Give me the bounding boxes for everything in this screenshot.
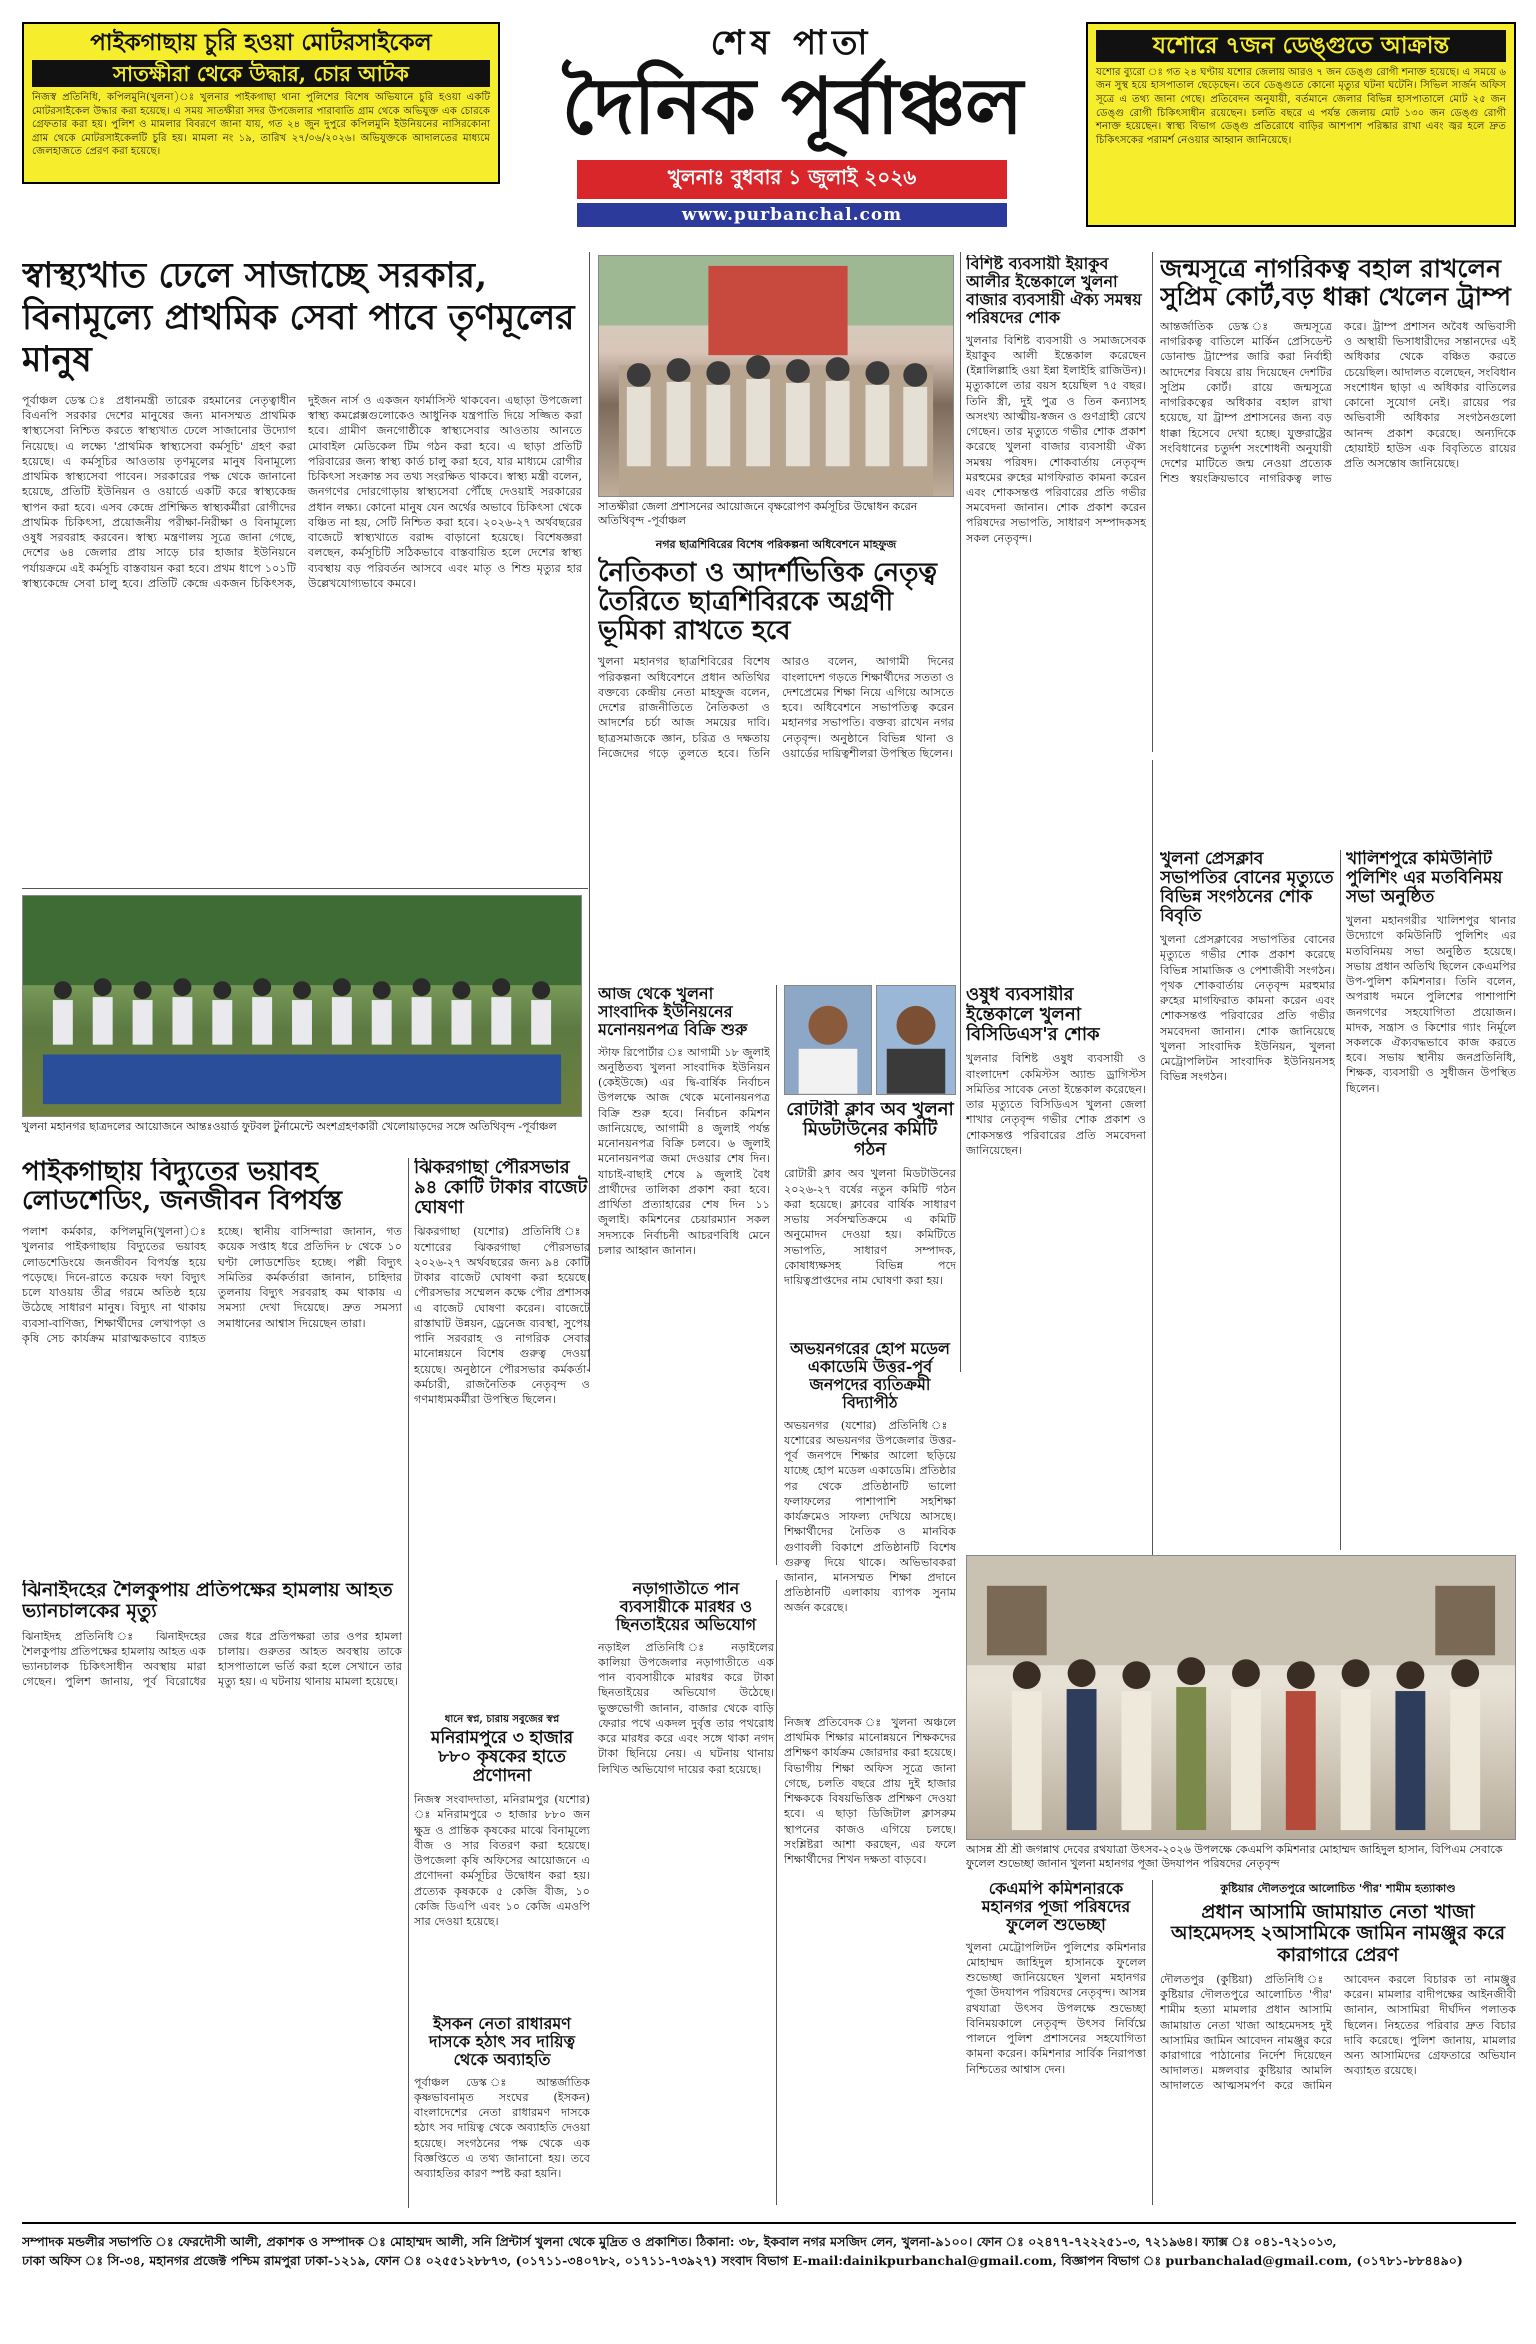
website-link[interactable]: www.purbanchal.com: [577, 203, 1007, 227]
dengue-box: [1086, 22, 1516, 227]
rotary-story: [784, 1100, 956, 1330]
article-body: খুলনা মহানগরীর খালিশপুর থানার উদ্যোগে কমিউনিটি পুলিশিং এর মতবিনিময় সভা অনুষ্ঠিত হয়েছে। সভায় প্রধান অতিথি ছিলেন কেএমপির উপ-পুলিশ কমিশনার। তিনি বলেন, অপরাধ দমনে পুলিশের পাশাপাশি জনগণের সহযোগিতা প্রয়োজন। মাদক, সন্ত্রাস ও কিশোর গ্যাং নির্মূলে সকলকে ঐক্যবদ্ধভাবে কাজ করতে হবে। সভায় স্থানীয় জনপ্রতিনিধি, শিক্ষক, ব্যবসায়ী ও সুধীজন উপস্থিত ছিলেন।: [1346, 914, 1516, 1095]
photo-caption: আসন্ন শ্রী শ্রী জগন্নাথ দেবের রথযাত্রা উৎসব-২০২৬ উপলক্ষে কেএমপি কমিশনার মোহাম্মদ জাহিদুল হাসান, বিপিএম সেবাকে ফুলেল শুভেচ্ছা জানান খুলনা মহানগর পূজা উদযাপন পরিষদের নেতৃবৃন্দ: [966, 1843, 1503, 1871]
portrait-illustration: [877, 986, 955, 1094]
article-body: নিজস্ব প্রতিবেদক ঃ খুলনা অঞ্চলে প্রাথমিক শিক্ষার মানোন্নয়নে শিক্ষকদের প্রশিক্ষণ কার্যক্রম জোরদার করা হয়েছে। বিভাগীয় শিক্ষা অফিস সূত্রে জানা গেছে, চলতি বছরে প্রায় দুই হাজার শিক্ষককে বিষয়ভিত্তিক প্রশিক্ষণ দেওয়া হবে। এ ছাড়া ডিজিটাল ক্লাসরুম স্থাপনের কাজও এগিয়ে চলছে। সংশ্লিষ্টরা আশা করছেন, এর ফলে শিক্ষার্থীদের শিখন দক্ষতা বাড়বে।: [784, 1716, 956, 1867]
photo-illustration: [23, 896, 581, 1116]
motorcycle-theft-box: [22, 22, 500, 184]
headline: জন্মসূত্রে নাগরিকত্ব বহাল রাখলেন সুপ্রিম কোর্ট,বড় ধাক্কা খেলেন ট্রাম্প: [1160, 255, 1512, 311]
headline: নৈতিকতা ও আদর্শভিত্তিক নেতৃত্ব তৈরিতে ছাত্রশিবিরকে অগ্রণী ভূমিকা রাখতে হবে: [598, 558, 937, 647]
condolence-story: [1160, 850, 1335, 1550]
article-body: খুলনার বিশিষ্ট ওষুধ ব্যবসায়ী ও বাংলাদেশ কেমিস্টস অ্যান্ড ড্রাগিস্টস সমিতির সাবেক নেতা ইন্তেকাল করেছেন। তার মৃত্যুতে বিসিডিএস খুলনা জেলা শাখার নেতৃবৃন্দ গভীর শোক প্রকাশ ও শোকসন্তপ্ত পরিবারের প্রতি সমবেদনা জানিয়েছেন।: [966, 1052, 1146, 1157]
headline: বিশিষ্ট ব্যবসায়ী ইয়াকুব আলীর ইন্তেকালে খুলনা বাজার ব্যবসায়ী ঐক্য সমন্বয় পরিষদের শোক: [966, 255, 1142, 327]
headline: ঝিকরগাছা পৌরসভার ৯৪ কোটি টাকার বাজেট ঘোষণা: [414, 1158, 588, 1219]
headline: ঝিনাইদহের শৈলকুপায় প্রতিপক্ষের হামলায় আহত ভ্যানচালকের মৃত্যু: [22, 1580, 393, 1623]
headline: খুলনা প্রেসক্লাব সভাপতির বোনের মৃত্যুতে বিভিন্ন সংগঠনের শোক বিবৃতি: [1160, 850, 1334, 927]
kicker: নগর ছাত্রশিবিরের বিশেষ পরিকল্পনা অধিবেশনে মাহফুজ: [655, 538, 897, 551]
lead-story: [22, 255, 582, 880]
us-court-story: [1160, 255, 1516, 845]
bcds-story: [966, 985, 1146, 1375]
article-body: নিজস্ব প্রতিনিধি, কপিলমুনি(খুলনা)ঃ খুলনার পাইকগাছা থানা পুলিশের বিশেষ অভিযানে চুরি হওয়া একটি মোটরসাইকেল উদ্ধার করা হয়েছে। এ সময় সাতক্ষীরা সদর উপজেলার পারাবাতি গ্রাম থেকে অভিযুক্ত এক চোরকে গ্রেফতার করা হয়। পুলিশ ও মামলার বিবরণে জানা যায়, গত ২৪ জুন দুপুরে কপিলমুনি ইউনিয়নের নাসিরকোনা গ্রাম থেকে মোটরসাইকেলটি চুরি হয়। মামলা নং ১৯, তারিখ ২৭/০৬/২০২৬। অভিযুক্তকে আদালতের মাধ্যমে জেলহাজতে প্রেরণ করা হয়েছে।: [32, 92, 490, 158]
imprint-line: ঢাকা অফিস ঃ সি-৩৪, মহানগর প্রজেক্ট পশ্চিম রামপুরা ঢাকা-১২১৯, ফোন ঃ ০২৫৫১২৮৮৭৩, (০১৭১১-৩৪০৭৮২, ০১৭১১-৭৩৯২৭) সংবাদ বিভাগ E-mail:dainikpurbanchal@gmail.com, বিজ্ঞাপন বিভাগ ঃ purbanchalad@gmail.com, (০১৭৮১-৮৮৪৪৯০): [22, 2253, 1463, 2269]
headline: স্বাস্থ্যখাত ঢেলে সাজাচ্ছে সরকার, বিনামূল্যে প্রাথমিক সেবা পাবে তৃণমূলের মানুষ: [22, 255, 575, 380]
iskcon-story: [414, 2015, 590, 2205]
article-body: পূর্বাঞ্চল ডেস্ক ঃ প্রধানমন্ত্রী তারেক রহমানের নেতৃত্বাধীন বিএনপি সরকার দেশের মানুষের জন্য মানসম্মত প্রাথমিক স্বাস্থ্যসেবা নিশ্চিত করতে স্বাস্থ্যখাত ঢেলে সাজানোর উদ্যোগ নিয়েছে। এ লক্ষ্যে 'প্রাথমিক স্বাস্থ্যসেবা কর্মসূচি' গ্রহণ করা হয়েছে। এ কর্মসূচির আওতায় তৃণমূলের মানুষ বিনামূল্যে প্রাথমিক স্বাস্থ্যসেবা পাবেন। সরকারের পক্ষ থেকে জানানো হয়েছে, প্রতিটি ইউনিয়ন ও ওয়ার্ডে একটি করে স্বাস্থ্যকেন্দ্র স্থাপন করা হবে। এসব কেন্দ্রে প্রশিক্ষিত স্বাস্থ্যকর্মীরা রোগীদের প্রাথমিক চিকিৎসা, প্রয়োজনীয় পরীক্ষা-নিরীক্ষা ও বিনামূল্যে ওষুধ সরবরাহ করবেন। স্বাস্থ্য মন্ত্রণালয় সূত্রে জানা গেছে, দেশের ৬৪ জেলার প্রায় সাড়ে চার হাজার ইউনিয়নে পর্যায়ক্রমে এই কর্মসূচি বাস্তবায়ন করা হবে। প্রথম ধাপে ১০১টি স্বাস্থ্যকেন্দ্রে সেবা চালু হবে। প্রতিটি কেন্দ্রে একজন চিকিৎসক, দুইজন নার্স ও একজন ফার্মাসিস্ট থাকবেন। এছাড়া উপজেলা স্বাস্থ্য কমপ্লেক্সগুলোকেও আধুনিক যন্ত্রপাতি দিয়ে সজ্জিত করা হবে। গ্রামীণ জনগোষ্ঠীকে স্বাস্থ্যসেবার আওতায় আনতে মোবাইল মেডিকেল টিম গঠন করা হবে। এ ছাড়া প্রতিটি পরিবারের জন্য স্বাস্থ্য কার্ড চালু করা হবে, যার মাধ্যমে রোগীর চিকিৎসা সংক্রান্ত সব তথ্য সংরক্ষিত থাকবে। স্বাস্থ্য মন্ত্রী বলেন, জনগণের দোরগোড়ায় স্বাস্থ্যসেবা পৌঁছে দেওয়াই সরকারের প্রধান লক্ষ্য। কোনো মানুষ যেন অর্থের অভাবে চিকিৎসা থেকে বঞ্চিত না হয়, সেটি নিশ্চিত করা হবে। ২০২৬-২৭ অর্থবছরের বাজেটে স্বাস্থ্যখাতে বরাদ্দ বাড়ানো হয়েছে। বিশেষজ্ঞরা বলছেন, কর্মসূচিটি সঠিকভাবে বাস্তবায়িত হলে দেশের স্বাস্থ্য ব্যবস্থায় বড় পরিবর্তন আসবে এবং মাতৃ ও শিশু মৃত্যুর হার উল্লেখযোগ্যভাবে কমবে।: [22, 394, 582, 590]
shibir-story: [598, 536, 954, 976]
headline: খালিশপুরে কমিউনিটি পুলিশিং এর মতবিনিময় সভা অনুষ্ঠিত: [1346, 850, 1503, 908]
education-story: [784, 1715, 956, 2205]
portrait-photo: [876, 985, 956, 1095]
photo-caption: খুলনা মহানগর ছাত্রদলের আয়োজনে আন্তঃওয়ার্ড ফুটবল টুর্নামেন্টে অংশগ্রহণকারী খেলোয়াড়দের সঙ্গে অতিথিবৃন্দ -পূর্বাঞ্চল: [22, 1120, 557, 1133]
headline: ইসকন নেতা রাধারমণ দাসকে হঠাৎ সব দায়িত্ব থেকে অব্যাহতি: [428, 2015, 575, 2069]
press-union-story: [598, 985, 770, 1575]
kmp-greeting-story: [966, 1880, 1146, 2205]
article-body: যশোর ব্যুরো ঃ গত ২৪ ঘণ্টায় যশোর জেলায় আরও ৭ জন ডেঙ্গু রোগী শনাক্ত হয়েছে। এ সময়ে ৬ জন সুস্থ হয়ে হাসপাতাল ছেড়েছেন। তবে ডেঙ্গুতে কোনো মৃত্যুর ঘটনা ঘটেনি। সিভিল সার্জন অফিস সূত্রে এ তথ্য জানা গেছে। প্রতিবেদন অনুযায়ী, বর্তমানে জেলার বিভিন্ন হাসপাতালে মোট ২৫ জন ডেঙ্গু রোগী চিকিৎসাধীন রয়েছেন। চলতি বছরে এ পর্যন্ত জেলায় মোট ১৩০ জন ডেঙ্গু রোগী শনাক্ত হয়েছেন। স্বাস্থ্য বিভাগ ডেঙ্গু প্রতিরোধে বাড়ির আশপাশ পরিষ্কার রাখা এবং জ্বর হলে দ্রুত চিকিৎসকের পরামর্শ নেওয়ার আহ্বান জানিয়েছে।: [1096, 66, 1506, 147]
article-body: ঝিকরগাছা (যশোর) প্রতিনিধি ঃ যশোরের ঝিকরগাছা পৌরসভার ২০২৬-২৭ অর্থবছরের জন্য ৯৪ কোটি টাকার বাজেট ঘোষণা করা হয়েছে। পৌরসভার সম্মেলন কক্ষে পৌর প্রশাসক এ বাজেট ঘোষণা করেন। বাজেটে রাস্তাঘাট উন্নয়ন, ড্রেনেজ ব্যবস্থা, সুপেয় পানি সরবরাহ ও নাগরিক সেবার মানোন্নয়নে বিশেষ গুরুত্ব দেওয়া হয়েছে। অনুষ্ঠানে পৌরসভার কর্মকর্তা-কর্মচারী, রাজনৈতিক নেতৃবৃন্দ ও গণমাধ্যমকর্মীরা উপস্থিত ছিলেন।: [414, 1225, 590, 1407]
date-line: খুলনাঃ বুধবার ১ জুলাই ২০২৬: [577, 160, 1007, 199]
article-body: পূর্বাঞ্চল ডেস্ক ঃ আন্তর্জাতিক কৃষ্ণভাবনামৃত সংঘের (ইসকন) বাংলাদেশের নেতা রাধারমণ দাসকে হঠাৎ সব দায়িত্ব থেকে অব্যাহতি দেওয়া হয়েছে। সংগঠনের পক্ষ থেকে এক বিজ্ঞপ্তিতে এ তথ্য জানানো হয়। তবে অব্যাহতির কারণ স্পষ্ট করা হয়নি।: [414, 2075, 590, 2181]
headline: নড়াগাতীতে পান ব্যবসায়ীকে মারধর ও ছিনতাইয়ের অভিযোগ: [615, 1580, 757, 1634]
portrait-illustration: [785, 986, 871, 1094]
farmer-incentive-story: [414, 1712, 590, 2012]
headline: সাতক্ষীরা থেকে উদ্ধার, চোর আটক: [32, 60, 490, 88]
kicker: কুষ্টিয়ার দৌলতপুরে আলোচিত 'পীর' শামীম হত্যাকাণ্ড: [1220, 1882, 1456, 1895]
load-shedding-story: [22, 1158, 402, 1576]
portrait-photo: [784, 985, 872, 1095]
article-body: অভয়নগর (যশোর) প্রতিনিধি ঃ যশোরের অভয়নগর উপজেলার উত্তর-পূর্ব জনপদে শিক্ষার আলো ছড়িয়ে যাচ্ছে হোপ মডেল একাডেমি। প্রতিষ্ঠার পর থেকে প্রতিষ্ঠানটি ভালো ফলাফলের পাশাপাশি সহশিক্ষা কার্যক্রমেও সাফল্য দেখিয়ে আসছে। শিক্ষার্থীদের নৈতিক ও মানবিক গুণাবলী বিকাশে প্রতিষ্ঠানটি বিশেষ গুরুত্ব দিয়ে থাকে। অভিভাবকরা জানান, মানসম্মত শিক্ষা প্রদানে প্রতিষ্ঠানটি এলাকায় ব্যাপক সুনাম অর্জন করেছে।: [784, 1418, 956, 1615]
headline: মনিরামপুরে ৩ হাজার ৮৮০ কৃষকের হাতে প্রণোদনা: [430, 1728, 574, 1787]
municipal-budget-story: [414, 1158, 590, 1708]
headline: কেএমপি কমিশনারকে মহানগর পূজা পরিষদের ফুলেল শুভেচ্ছা: [981, 1880, 1131, 1934]
article-body: খুলনার বিশিষ্ট ব্যবসায়ী ও সমাজসেবক ইয়াকুব আলী ইন্তেকাল করেছেন (ইন্নালিল্লাহি ওয়া ইন্না ইলাইহি রাজিউন)। মৃত্যুকালে তার বয়স হয়েছিল ৭৫ বছর। তিনি স্ত্রী, দুই পুত্র ও তিন কন্যাসহ অসংখ্য আত্মীয়-স্বজন ও গুণগ্রাহী রেখে গেছেন। তার মৃত্যুতে গভীর শোক প্রকাশ করেছে খুলনা বাজার ব্যবসায়ী ঐক্য সমন্বয় পরিষদ। শোকবার্তায় নেতৃবৃন্দ মরহুমের রুহের মাগফিরাত কামনা করেন এবং শোকসন্তপ্ত পরিবারের প্রতি গভীর সমবেদনা জানান। শোক প্রকাশ করেন পরিষদের সভাপতি, সাধারণ সম্পাদকসহ সকল নেতৃবৃন্দ।: [966, 333, 1146, 545]
photo-illustration: [967, 1556, 1515, 1839]
betel-trader-story: [598, 1580, 774, 2205]
community-policing-story: [1346, 850, 1516, 1550]
article-body: খুলনা প্রেসক্লাবের সভাপতির বোনের মৃত্যুতে গভীর শোক প্রকাশ করেছে বিভিন্ন সামাজিক ও পেশাজীবী সংগঠন। পৃথক শোকবার্তায় নেতৃবৃন্দ মরহুমার রুহের মাগফিরাত কামনা করেন এবং শোকসন্তপ্ত পরিবারের প্রতি গভীর সমবেদনা জানান। শোক জানিয়েছে খুলনা সাংবাদিক ইউনিয়ন, খুলনা মেট্রোপলিটন সাংবাদিক ইউনিয়নসহ বিভিন্ন সংগঠন।: [1160, 933, 1335, 1084]
photo-football-team: [22, 895, 582, 1117]
masthead: [512, 22, 1072, 232]
article-body: ঝিনাইদহ প্রতিনিধি ঃ ঝিনাইদহের শৈলকুপায় প্রতিপক্ষের হামলায় আহত এক ভ্যানচালক চিকিৎসাধীন অবস্থায় মারা গেছেন। পুলিশ জানায়, পূর্ব বিরোধের জের ধরে প্রতিপক্ষরা তার ওপর হামলা চালায়। গুরুতর আহত অবস্থায় তাকে হাসপাতালে ভর্তি করা হলে সেখানে তার মৃত্যু হয়। এ ঘটনায় থানায় মামলা হয়েছে।: [22, 1629, 402, 1689]
headline: অভয়নগরের হোপ মডেল একাডেমি উত্তর-পূর্ব জনপদের ব্যতিক্রমী বিদ্যাপীঠ: [790, 1340, 950, 1412]
kushtia-murder-story: [1160, 1880, 1516, 2205]
kicker: ধানে স্বপ্ন, চারায় সবুজের স্বপ্ন: [444, 1714, 560, 1725]
headline: ওষুধ ব্যবসায়ীর ইন্তেকালে খুলনা বিসিডিএস'র শোক: [966, 985, 1100, 1046]
headline: পাইকগাছায় বিদ্যুতের ভয়াবহ লোডশেডিং, জনজীবন বিপর্যস্ত: [22, 1158, 343, 1217]
headline: রোটারী ক্লাব অব খুলনা মিডটাউনের কমিটি গঠন: [786, 1100, 954, 1161]
section-label: শেষ পাতা: [710, 23, 874, 63]
school-story: [784, 1340, 956, 1710]
article-body: স্টাফ রিপোর্টার ঃ আগামী ১৮ জুলাই অনুষ্ঠিতব্য খুলনা সাংবাদিক ইউনিয়ন (কেইউজে) এর দ্বি-বার্ষিক নির্বাচন উপলক্ষে আজ থেকে মনোনয়নপত্র বিক্রি শুরু হবে। নির্বাচন কমিশন জানিয়েছে, আগামী ৪ জুলাই পর্যন্ত মনোনয়নপত্র বিক্রি চলবে। ৬ জুলাই মনোনয়নপত্র জমা দেওয়ার শেষ দিন। যাচাই-বাছাই শেষে ৯ জুলাই বৈধ প্রার্থীদের তালিকা প্রকাশ করা হবে। প্রার্থিতা প্রত্যাহারের শেষ দিন ১১ জুলাই। কমিশনের চেয়ারম্যান সকল সদস্যকে নির্বাচনী আচরণবিধি মেনে চলার আহ্বান জানান।: [598, 1045, 770, 1257]
article-body: নিজস্ব সংবাদদাতা, মনিরামপুর (যশোর) ঃ মনিরামপুরে ৩ হাজার ৮৮০ জন ক্ষুদ্র ও প্রান্তিক কৃষকের মাঝে বিনামূল্যে বীজ ও সার বিতরণ করা হয়েছে। উপজেলা কৃষি অফিসের আয়োজনে এ প্রণোদনা কর্মসূচির উদ্বোধন করা হয়। প্রত্যেক কৃষককে ৫ কেজি বীজ, ১০ কেজি ডিএপি এবং ১০ কেজি এমওপি সার দেওয়া হয়েছে।: [414, 1793, 590, 1928]
photo-caption: সাতক্ষীরা জেলা প্রশাসনের আয়োজনে বৃক্ষরোপণ কর্মসূচির উদ্বোধন করেন অতিথিবৃন্দ -পূর্বাঞ্চল: [598, 500, 918, 528]
newspaper-title: দৈনিক পূর্বাঞ্চল: [561, 61, 1023, 153]
article-body: রোটারী ক্লাব অব খুলনা মিডটাউনের ২০২৬-২৭ বর্ষের নতুন কমিটি গঠন করা হয়েছে। ক্লাবের বার্ষিক সাধারণ সভায় সর্বসম্মতিক্রমে এ কমিটি অনুমোদন দেওয়া হয়। কমিটিতে সভাপতি, সাধারণ সম্পাদক, কোষাধ্যক্ষসহ বিভিন্ন পদে দায়িত্বপ্রাপ্তদের নাম ঘোষণা করা হয়।: [784, 1167, 956, 1288]
article-body: আন্তর্জাতিক ডেস্ক ঃ জন্মসূত্রে নাগরিকত্ব বাতিলে মার্কিন প্রেসিডেন্ট ডোনাল্ড ট্রাম্পের জারি করা নির্বাহী আদেশের বিষয়ে রায় দিয়েছেন দেশটির সুপ্রিম কোর্ট। রায়ে জন্মসূত্রে নাগরিকত্বের অধিকার বহাল রাখা হয়েছে, যা ট্রাম্প প্রশাসনের জন্য বড় ধাক্কা হিসেবে দেখা হচ্ছে। যুক্তরাষ্ট্রের সংবিধানের চতুর্দশ সংশোধনী অনুযায়ী দেশের মাটিতে জন্ম নেওয়া প্রত্যেক শিশু স্বয়ংক্রিয়ভাবে নাগরিকত্ব লাভ করে। ট্রাম্প প্রশাসন অবৈধ অভিবাসী ও অস্থায়ী ভিসাধারীদের সন্তানদের এই অধিকার থেকে বঞ্চিত করতে চেয়েছিল। আদালত বলেছেন, সংবিধান সংশোধন ছাড়া এ অধিকার বাতিলের কোনো সুযোগ নেই। রায়ের পর অভিবাসী অধিকার সংগঠনগুলো আনন্দ প্রকাশ করেছে। অন্যদিকে হোয়াইট হাউস এক বিবৃতিতে রায়ের প্রতি অসন্তোষ জানিয়েছে।: [1160, 320, 1516, 486]
imprint-line: সম্পাদক মন্ডলীর সভাপতি ঃ ফেরদৌসী আলী, প্রকাশক ও সম্পাদক ঃ মোহাম্মদ আলী, সনি প্রিন্টার্স খুলনা থেকে মুদ্রিত ও প্রকাশিত। ঠিকানা: ৩৮, ইকবাল নগর মসজিদ লেন, খুলনা-৯১০০। ফোন ঃ ০২৪৭৭-৭২২২৫১-৩, ৭২১৯৬৪। ফ্যাক্স ঃ ০৪১-৭২১০১৩,: [22, 2234, 1337, 2249]
article-body: খুলনা মেট্রোপলিটন পুলিশের কমিশনার মোহাম্মদ জাহিদুল হাসানকে ফুলেল শুভেচ্ছা জানিয়েছেন খুলনা মহানগর পূজা উদযাপন পরিষদের নেতৃবৃন্দ। আসন্ন রথযাত্রা উৎসব উপলক্ষে শুভেচ্ছা বিনিময়কালে নেতৃবৃন্দ উৎসব নির্বিঘ্নে পালনে পুলিশ প্রশাসনের সহযোগিতা কামনা করেন। কমিশনার সার্বিক নিরাপত্তা নিশ্চিতের আশ্বাস দেন।: [966, 1940, 1146, 2076]
photo-kmp-greeting: [966, 1555, 1516, 1840]
headline: আজ থেকে খুলনা সাংবাদিক ইউনিয়নের মনোনয়নপত্র বিক্রি শুরু: [598, 985, 748, 1039]
headline: প্রধান আসামি জামায়াত নেতা খাজা আহমেদসহ ২আসামিকে জামিন নামঞ্জুর করে কারাগারে প্রেরণ: [1170, 1901, 1506, 1966]
headline: যশোরে ৭জন ডেঙ্গুতে আক্রান্ত: [1096, 30, 1506, 62]
imprint-footer: [22, 2222, 1516, 2282]
article-body: নড়াইল প্রতিনিধি ঃ নড়াইলের কালিয়া উপজেলার নড়াগাতীতে এক পান ব্যবসায়ীকে মারধর করে টাকা ছিনতাইয়ের অভিযোগ উঠেছে। ভুক্তভোগী জানান, বাজার থেকে বাড়ি ফেরার পথে একদল দুর্বৃত্ত তার পথরোধ করে মারধর করে এবং সঙ্গে থাকা নগদ টাকা ছিনিয়ে নেয়। এ ঘটনায় থানায় লিখিত অভিযোগ দায়ের করা হয়েছে।: [598, 1640, 774, 1776]
photo-tree-planting: [598, 255, 954, 497]
headline: পাইকগাছায় চুরি হওয়া মোটরসাইকেল: [90, 29, 432, 56]
article-body: খুলনা মহানগর ছাত্রশিবিরের বিশেষ পরিকল্পনা অধিবেশনে প্রধান অতিথির বক্তব্যে কেন্দ্রীয় নেতা মাহফুজ বলেন, দেশের রাজনীতিতে নৈতিকতা ও আদর্শের চর্চা আজ সময়ের দাবি। ছাত্রসমাজকে জ্ঞান, চরিত্র ও দক্ষতায় নিজেদের গড়ে তুলতে হবে। তিনি আরও বলেন, আগামী দিনের বাংলাদেশ গড়তে শিক্ষার্থীদের সততা ও দেশপ্রেমের শিক্ষা নিয়ে এগিয়ে আসতে হবে। অধিবেশনে সভাপতিত্ব করেন মহানগর সভাপতি। বক্তব্য রাখেন নগর নেতৃবৃন্দ। অনুষ্ঠানে বিভিন্ন থানা ও ওয়ার্ডের দায়িত্বশীলরা উপস্থিত ছিলেন।: [598, 655, 954, 760]
article-body: পলাশ কর্মকার, কপিলমুনি(খুলনা)ঃ খুলনার পাইকগাছায় বিদ্যুতের ভয়াবহ লোডশেডিংয়ে জনজীবন বিপর্যস্ত হয়ে পড়েছে। দিনে-রাতে কয়েক দফা বিদ্যুৎ চলে যাওয়ায় তীব্র গরমে অতিষ্ঠ হয়ে উঠেছে সাধারণ মানুষ। বিদ্যুৎ না থাকায় ব্যবসা-বাণিজ্য, শিক্ষার্থীদের লেখাপড়া ও কৃষি সেচ কার্যক্রম মারাত্মকভাবে ব্যাহত হচ্ছে। স্থানীয় বাসিন্দারা জানান, গত কয়েক সপ্তাহ ধরে প্রতিদিন ৮ থেকে ১০ ঘণ্টা লোডশেডিং হচ্ছে। পল্লী বিদ্যুৎ সমিতির কর্মকর্তারা জানান, চাহিদার তুলনায় বিদ্যুৎ সরবরাহ কম থাকায় এ সমস্যা দেখা দিয়েছে। দ্রুত সমস্যা সমাধানের আশ্বাস দিয়েছেন তারা।: [22, 1225, 402, 1345]
obituary-story: [966, 255, 1146, 975]
jhenaidah-story: [22, 1580, 402, 2200]
article-body: দৌলতপুর (কুষ্টিয়া) প্রতিনিধি ঃ কুষ্টিয়ার দৌলতপুরে আলোচিত 'পীর' শামীম হত্যা মামলার প্রধান আসামি জামায়াত নেতা খাজা আহমেদসহ দুই আসামির জামিন আবেদন নামঞ্জুর করে কারাগারে পাঠানোর নির্দেশ দিয়েছেন আদালত। মঙ্গলবার কুষ্টিয়ার আমলি আদালতে আত্মসমর্পণ করে জামিন আবেদন করলে বিচারক তা নামঞ্জুর করেন। মামলার বাদীপক্ষের আইনজীবী জানান, আসামিরা দীর্ঘদিন পলাতক ছিলেন। নিহতের পরিবার দ্রুত বিচার দাবি করেছে। পুলিশ জানায়, মামলার অন্য আসামিদের গ্রেফতারে অভিযান অব্যাহত রয়েছে।: [1160, 1972, 1516, 2093]
photo-illustration: [599, 256, 953, 496]
